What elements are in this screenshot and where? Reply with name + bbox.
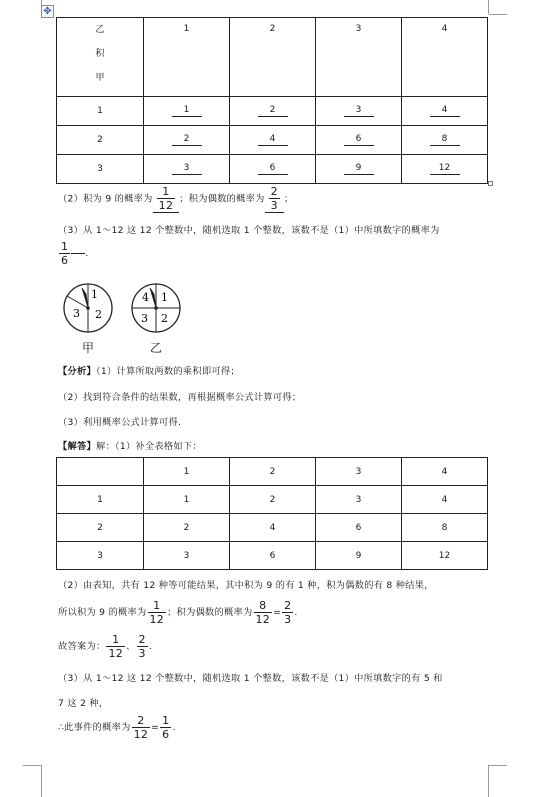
fraction: $\frac{1}{6}$: [162, 714, 170, 741]
fill-blank: 9: [344, 163, 374, 175]
fill-blank: 1: [172, 105, 202, 117]
table-cell: [316, 126, 402, 155]
fraction: $\frac{2}{3}$: [284, 599, 292, 626]
spinner-jia-label: 甲: [82, 341, 95, 355]
table-cell: 3: [144, 542, 230, 570]
spinner-jia-num-1: 1: [91, 288, 98, 301]
table-cell: [316, 155, 402, 184]
fill-blank: 6: [344, 134, 374, 146]
table-cell: 12: [402, 542, 488, 570]
crop-mark-bottom-left-v: [41, 765, 42, 797]
table-cell: [402, 155, 488, 184]
fill-blank: 2: [258, 105, 288, 117]
analysis-line-1: 【分析】（1）计算所取两数的乘积即可得；: [58, 366, 240, 377]
column-header: 2: [230, 458, 316, 486]
table-corner-cell: [57, 18, 144, 97]
question-2-line: （2）积为 9 的概率为 $\frac{1}{12}$ ；积为偶数的概率为 $\frac{2}{3}$ ；: [58, 185, 294, 212]
table-cell: [316, 97, 402, 126]
table-cell: 3: [316, 486, 402, 514]
fill-blank: 4: [430, 105, 460, 117]
solution-2-line-2: 所以积为 9 的概率为 $\frac{1}{12}$ ；积为偶数的概率为 $\frac{8}{12}$ = $\frac{2}{3}$ .: [58, 599, 298, 626]
spinner-jia: [60, 282, 116, 334]
table-cell: 2: [230, 486, 316, 514]
solution-3-line-2: 7 这 2 种，: [58, 698, 109, 709]
table-corner-cell: [57, 458, 144, 486]
corner-label-yi: 乙: [95, 25, 105, 35]
table-cell: [230, 97, 316, 126]
spinner-yi-label: 乙: [150, 341, 163, 355]
table-cell: [144, 97, 230, 126]
product-table-question: [56, 17, 488, 184]
column-header: 3: [316, 18, 402, 97]
crop-mark-bottom-right-h: [489, 765, 507, 766]
column-header: 1: [144, 458, 230, 486]
table-cell: [402, 97, 488, 126]
fill-blank: 4: [258, 134, 288, 146]
analysis-line-3: （3）利用概率公式计算可得.: [58, 417, 182, 428]
table-cell: 4: [230, 514, 316, 542]
fraction: $\frac{1}{6}$: [61, 240, 69, 267]
solution-3-line-1: （3）从 1～12 这 12 个整数中，随机选取 1 个整数，该数不是（1）中所填数字的有 5 和: [58, 673, 443, 684]
table-cell: [230, 155, 316, 184]
table-cell: 2: [144, 514, 230, 542]
table-row: [57, 155, 488, 184]
row-header: 2: [57, 126, 144, 155]
table-row: [57, 126, 488, 155]
table-cell: 6: [230, 542, 316, 570]
row-header: 2: [57, 514, 144, 542]
fraction: $\frac{2}{3}$: [138, 633, 146, 660]
fill-blank: 2: [172, 134, 202, 146]
table-cell: [144, 126, 230, 155]
row-header: 1: [57, 97, 144, 126]
q2-prefix: （2）积为 9 的概率为: [58, 193, 153, 205]
q2-mid: ；积为偶数的概率为: [179, 193, 265, 205]
table-cell: 1: [144, 486, 230, 514]
crop-mark-top-right-v: [488, 0, 489, 14]
table-cell: [230, 126, 316, 155]
spinner-yi-num-4: 4: [142, 291, 149, 304]
q2-blank-1: [153, 185, 180, 213]
crop-mark-top-right-h: [489, 14, 507, 15]
question-3-answer: $\frac{1}{6}$ .: [61, 240, 89, 267]
product-table-answer: [56, 457, 488, 570]
analysis-tag: 【分析】: [58, 366, 96, 377]
table-resize-handle[interactable]: [488, 181, 493, 186]
spinner-jia-num-2: 2: [95, 308, 102, 321]
table-cell: 6: [316, 514, 402, 542]
fill-blank: 3: [344, 105, 374, 117]
row-header: 3: [57, 155, 144, 184]
row-header: 3: [57, 542, 144, 570]
column-header: 4: [402, 458, 488, 486]
spinner-jia-num-3: 3: [73, 307, 80, 320]
fraction: $\frac{2}{12}$: [133, 714, 149, 741]
fraction: $\frac{1}{12}$: [158, 185, 174, 212]
column-header: 3: [316, 458, 402, 486]
table-header-row: [57, 458, 488, 486]
table-cell: 9: [316, 542, 402, 570]
column-header: 1: [144, 18, 230, 97]
solution-2-line-3: 故答案为： $\frac{1}{12}$ 、 $\frac{2}{3}$ .: [58, 633, 153, 660]
fraction: $\frac{8}{12}$: [255, 599, 271, 626]
spinner-yi-num-2: 2: [161, 312, 168, 325]
table-cell: [402, 126, 488, 155]
fraction: $\frac{1}{12}$: [108, 633, 124, 660]
q2-blank-2: [265, 185, 284, 213]
table-row: [57, 542, 488, 570]
fill-blank: 3: [172, 163, 202, 175]
table-row: [57, 97, 488, 126]
solution-2-line-1: （2）由表知，共有 12 种等可能结果，其中积为 9 的有 1 种，积为偶数的有 8 种结果，: [58, 580, 434, 591]
fraction: $\frac{1}{12}$: [149, 599, 165, 626]
table-row: [57, 486, 488, 514]
table-row: [57, 514, 488, 542]
spinner-yi: [128, 282, 184, 334]
column-header: 4: [402, 18, 488, 97]
fill-blank: 6: [258, 163, 288, 175]
fraction: $\frac{2}{3}$: [270, 185, 278, 212]
fill-blank: 8: [430, 134, 460, 146]
table-move-handle-icon[interactable]: ✥: [41, 5, 54, 18]
table-cell: [144, 155, 230, 184]
spinner-yi-num-1: 1: [161, 291, 168, 304]
solution-tag: 【解答】: [58, 441, 96, 452]
analysis-line-2: （2）找到符合条件的结果数，再根据概率公式计算可得；: [58, 392, 302, 403]
table-header-row: [57, 18, 488, 97]
question-3-text: （3）从 1～12 这 12 个整数中，随机选取 1 个整数，该数不是（1）中所填数字的概率为: [58, 225, 440, 236]
table-cell: 4: [402, 486, 488, 514]
crop-mark-bottom-left-h: [23, 765, 41, 766]
answer-blank: [71, 253, 85, 254]
corner-label-jia: 甲: [95, 73, 105, 83]
column-header: 2: [230, 18, 316, 97]
table-cell: 8: [402, 514, 488, 542]
fill-blank: 12: [430, 163, 460, 175]
spinner-yi-num-3: 3: [141, 312, 148, 325]
solution-3-line-3: ∴此事件的概率为 $\frac{2}{12}$ = $\frac{1}{6}$ .: [58, 714, 176, 741]
crop-mark-bottom-right-v: [488, 765, 489, 797]
corner-label-ji: 积: [95, 49, 105, 59]
solution-intro: 【解答】解：（1）补全表格如下：: [58, 441, 202, 452]
row-header: 1: [57, 486, 144, 514]
